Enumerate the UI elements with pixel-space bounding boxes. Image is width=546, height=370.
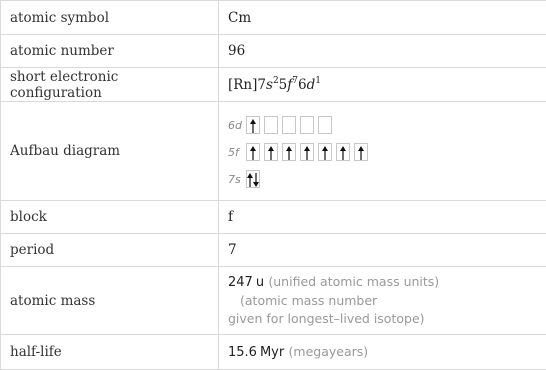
table-row [1,1,546,35]
config-term-subshell: d [306,77,316,93]
aufbau-diagram [228,105,537,197]
orbital-box [264,116,278,134]
config-term-electrons: 1 [315,76,321,86]
atomic-mass-cell [219,267,546,335]
orbital-box [318,143,332,161]
config-term-electrons: 7 [292,76,298,86]
config-term [279,77,298,93]
orbital-box [300,143,314,161]
atomic-mass-value: 247 [228,275,253,290]
half-life-cell [219,335,546,370]
aufbau-diagram-cell [219,102,546,201]
orbital-label: 7s [228,172,241,186]
table-row [1,234,546,267]
block-value: f [219,201,546,234]
spin-up-arrow-icon [250,146,256,160]
config-term [298,77,321,93]
spin-up-arrow-icon [304,146,310,160]
spin-up-arrow-icon [322,146,328,160]
atomic-mass-note-line: (atomic mass number [240,293,378,308]
config-term-subshell: f [287,77,293,93]
orbital-label: 6d [228,118,242,132]
orbital-box [282,143,296,161]
orbital-box [336,143,350,161]
orbital-label: 5f [228,145,239,159]
table-row [1,335,546,370]
table-row [1,102,546,201]
table-row [1,35,546,68]
period-value: 7 [219,234,546,267]
property-label: period [1,234,219,267]
property-label: atomic symbol [1,1,219,35]
config-term [257,77,278,93]
property-label: atomic mass [1,267,219,335]
atomic-mass-unit: u [255,275,265,290]
property-label: Aufbau diagram [1,102,219,201]
atomic-mass-note [228,292,537,328]
orbital-box [246,143,260,161]
half-life-unit: Myr [259,345,285,360]
orbital-row [228,168,537,190]
orbital-row [228,141,537,163]
spin-down-arrow-icon [253,173,259,187]
orbital-box [354,143,368,161]
config-term-shell: 6 [298,77,307,93]
orbital-box [318,116,332,134]
config-term-shell: 5 [278,77,288,93]
atomic-number-value: 96 [219,35,546,68]
orbital-box [300,116,314,134]
atomic-symbol-value: Cm [219,1,546,35]
config-term-electrons: 2 [272,76,279,86]
table-row [1,201,546,234]
spin-up-arrow-icon [250,119,256,133]
orbital-box [264,143,278,161]
property-label: atomic number [1,35,219,68]
orbital-row [228,114,537,136]
table-row [1,68,546,102]
property-label: half-life [1,335,219,370]
orbital-box [246,170,260,188]
table-row [1,267,546,335]
property-label: block [1,201,219,234]
atomic-mass-unit-note: (unified atomic mass units) [268,274,440,289]
spin-up-arrow-icon [286,146,292,160]
property-label: short electronic configuration [1,68,219,102]
spin-up-arrow-icon [268,146,274,160]
orbital-box [246,116,260,134]
spin-up-arrow-icon [358,146,364,160]
orbital-box [282,116,296,134]
atomic-mass-note-line: given for longest–lived isotope) [228,311,425,326]
half-life-unit-note: (megayears) [288,344,369,359]
config-term-subshell: s [266,77,273,93]
spin-up-arrow-icon [340,146,346,160]
config-core: [Rn] [228,77,258,93]
config-term-shell: 7 [257,77,266,93]
half-life-value: 15.6 [228,345,257,360]
config-terms [257,77,321,93]
electron-configuration [219,68,546,102]
